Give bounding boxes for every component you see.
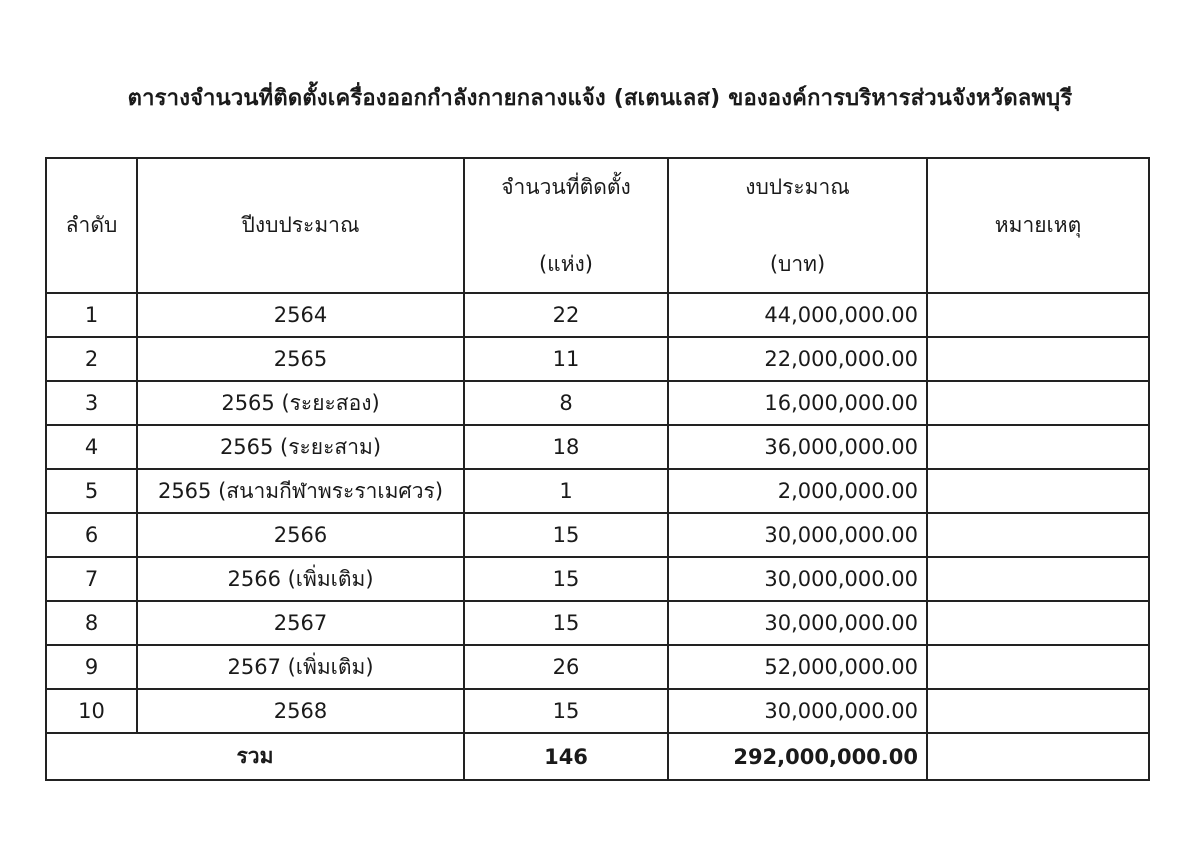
cell-order: 10 <box>46 689 137 733</box>
cell-count: 8 <box>464 381 668 425</box>
table-row <box>46 601 1149 645</box>
cell-budget: 44,000,000.00 <box>668 293 927 337</box>
cell-remarks <box>927 601 1149 645</box>
cell-remarks <box>927 689 1149 733</box>
cell-count: 15 <box>464 513 668 557</box>
cell-count: 15 <box>464 557 668 601</box>
cell-remarks <box>927 513 1149 557</box>
cell-budget: 2,000,000.00 <box>668 469 927 513</box>
table-row <box>46 293 1149 337</box>
cell-order: 5 <box>46 469 137 513</box>
cell-order: 7 <box>46 557 137 601</box>
total-budget: 292,000,000.00 <box>668 733 927 780</box>
cell-year: 2565 (ระยะสอง) <box>137 381 464 425</box>
cell-year: 2566 (เพิ่มเติม) <box>137 557 464 601</box>
document-title: ตารางจำนวนที่ติดตั้งเครื่องออกกำลังกายกลางแจ้ง (สเตนเลส) ขององค์การบริหารส่วนจังหวัดลพบุรี <box>127 86 1073 111</box>
cell-remarks <box>927 557 1149 601</box>
cell-year: 2565 <box>137 337 464 381</box>
cell-count: 18 <box>464 425 668 469</box>
header-budget-label: งบประมาณ <box>745 174 850 199</box>
table-row <box>46 425 1149 469</box>
cell-budget: 30,000,000.00 <box>668 601 927 645</box>
cell-budget: 16,000,000.00 <box>668 381 927 425</box>
table-row <box>46 337 1149 381</box>
cell-count: 15 <box>464 601 668 645</box>
cell-year: 2566 <box>137 513 464 557</box>
cell-budget: 30,000,000.00 <box>668 689 927 733</box>
table-header-row <box>46 158 1149 293</box>
cell-year: 2565 (สนามกีฬาพระราเมศวร) <box>137 469 464 513</box>
cell-budget: 30,000,000.00 <box>668 557 927 601</box>
header-budget <box>668 158 927 293</box>
header-remarks: หมายเหตุ <box>927 158 1149 293</box>
cell-count: 26 <box>464 645 668 689</box>
cell-order: 4 <box>46 425 137 469</box>
installation-table <box>45 157 1150 781</box>
table-row <box>46 469 1149 513</box>
table-row <box>46 557 1149 601</box>
cell-year: 2568 <box>137 689 464 733</box>
cell-order: 9 <box>46 645 137 689</box>
total-row <box>46 733 1149 780</box>
cell-count: 22 <box>464 293 668 337</box>
cell-order: 8 <box>46 601 137 645</box>
cell-budget: 30,000,000.00 <box>668 513 927 557</box>
cell-budget: 22,000,000.00 <box>668 337 927 381</box>
table-row <box>46 689 1149 733</box>
total-remarks <box>927 733 1149 780</box>
header-installed-count-unit: (แห่ง) <box>538 251 594 276</box>
cell-budget: 52,000,000.00 <box>668 645 927 689</box>
cell-remarks <box>927 469 1149 513</box>
cell-remarks <box>927 337 1149 381</box>
table-row <box>46 645 1149 689</box>
table-row <box>46 513 1149 557</box>
cell-year: 2567 <box>137 601 464 645</box>
total-label: รวม <box>46 733 464 780</box>
cell-budget: 36,000,000.00 <box>668 425 927 469</box>
header-order: ลำดับ <box>46 158 137 293</box>
cell-remarks <box>927 381 1149 425</box>
cell-order: 2 <box>46 337 137 381</box>
cell-year: 2564 <box>137 293 464 337</box>
cell-order: 3 <box>46 381 137 425</box>
table-row <box>46 381 1149 425</box>
cell-remarks <box>927 645 1149 689</box>
header-fiscal-year: ปีงบประมาณ <box>137 158 464 293</box>
cell-count: 15 <box>464 689 668 733</box>
header-budget-unit: (บาท) <box>769 251 826 276</box>
cell-order: 6 <box>46 513 137 557</box>
cell-count: 1 <box>464 469 668 513</box>
cell-year: 2565 (ระยะสาม) <box>137 425 464 469</box>
total-count: 146 <box>464 733 668 780</box>
header-installed-count <box>464 158 668 293</box>
header-installed-count-label: จำนวนที่ติดตั้ง <box>501 174 631 199</box>
cell-order: 1 <box>46 293 137 337</box>
cell-year: 2567 (เพิ่มเติม) <box>137 645 464 689</box>
cell-remarks <box>927 425 1149 469</box>
cell-count: 11 <box>464 337 668 381</box>
cell-remarks <box>927 293 1149 337</box>
